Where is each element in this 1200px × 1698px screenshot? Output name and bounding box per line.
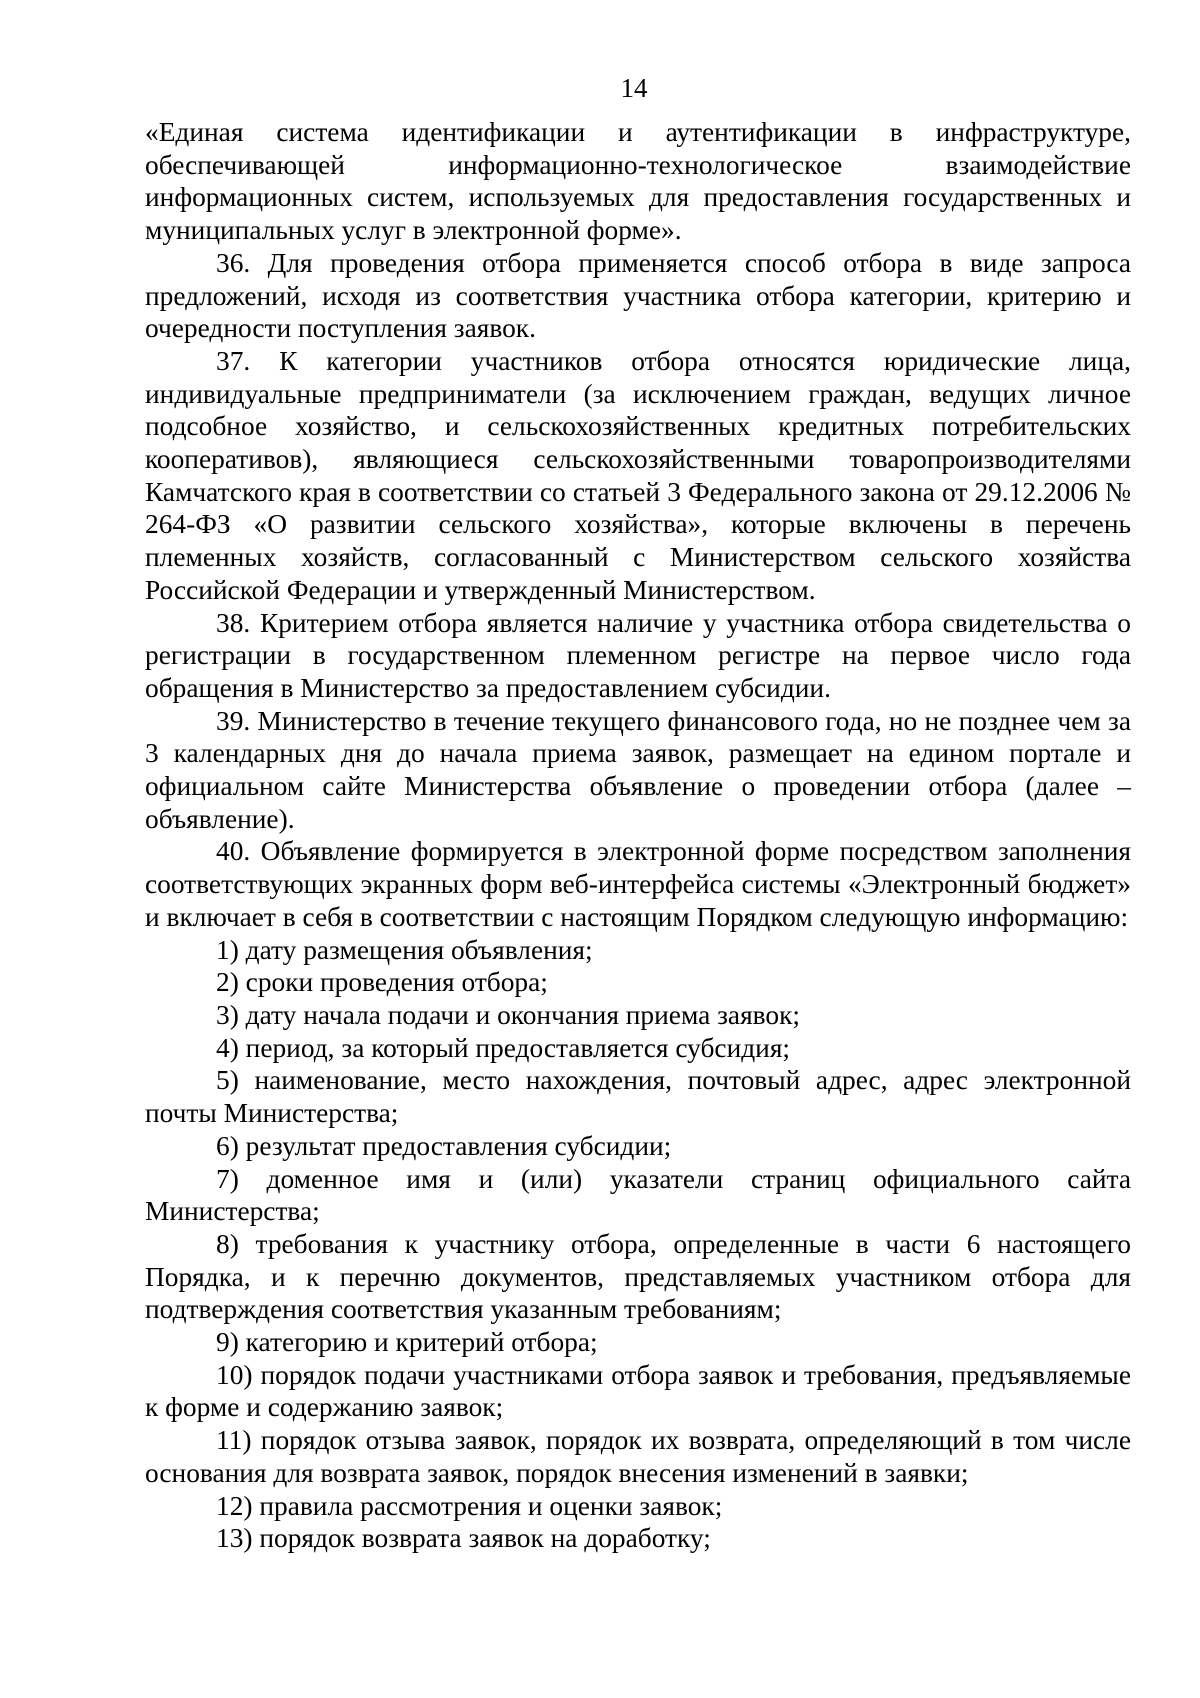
list-item-8: 8) требования к участнику отбора, определенные в части 6 настоящего Порядка, и к перечню документов, представляемых участником отбора для подтверждения соответствия указанным требованиям; bbox=[145, 1228, 1131, 1325]
page-number: 14 bbox=[620, 73, 648, 103]
paragraph-39: 39. Министерство в течение текущего финансового года, но не позднее чем за 3 календарных дня до начала приема заявок, размещает на едином портале и официальном сайте Министерства объявление о проведении отбора (далее – объявление). bbox=[145, 705, 1131, 834]
paragraph-36: 36. Для проведения отбора применяется способ отбора в виде запроса предложений, исходя из соответствия участника отбора категории, критерию и очередности поступления заявок. bbox=[145, 247, 1131, 344]
list-item-9: 9) категорию и критерий отбора; bbox=[216, 1327, 598, 1358]
list-item-10: 10) порядок подачи участниками отбора заявок и требования, предъявляемые к форме и содержанию заявок; bbox=[145, 1359, 1131, 1423]
list-item-4: 4) период, за который предоставляется субсидия; bbox=[216, 1032, 791, 1063]
paragraph-40: 40. Объявление формируется в электронной форме посредством заполнения соответствующих экранных форм веб-интерфейса системы «Электронный бюджет» и включает в себя в соответствии с настоящим Порядком следующую информацию: bbox=[145, 836, 1131, 932]
list-item-6: 6) результат предоставления субсидии; bbox=[216, 1130, 672, 1161]
paragraph-37: 37. К категории участников отбора относятся юридические лица, индивидуальные предприниматели (за исключением граждан, ведущих личное подсобное хозяйство, и сельскохозяйственных кредитных потребительских кооперативов), являющиеся сельскохозяйственными товаропроизводителями Камчатского края в соответствии со статьей 3 Федерального закона от 29.12.2006 № 264-ФЗ «О развитии сельского хозяйства», которые включены в перечень племенных хозяйств, согласованный с Министерством сельского хозяйства Российской Федерации и утвержденный Министерством. bbox=[145, 345, 1131, 605]
list-item-7: 7) доменное имя и (или) указатели страниц официального сайта Министерства; bbox=[145, 1163, 1131, 1227]
list-item-13: 13) порядок возврата заявок на доработку; bbox=[216, 1523, 711, 1554]
list-item-2: 2) сроки проведения отбора; bbox=[216, 967, 548, 998]
list-item-11: 11) порядок отзыва заявок, порядок их возврата, определяющий в том числе основания для возврата заявок, порядок внесения изменений в заявки; bbox=[145, 1425, 1131, 1488]
list-item-5: 5) наименование, место нахождения, почтовый адрес, адрес электронной почты Министерства; bbox=[145, 1065, 1131, 1129]
paragraph-continuation: «Единая система идентификации и аутентификации в инфраструктуре, обеспечивающей информационно-технологическое взаимодействие информационных систем, используемых для предоставления государственных и муниципальных услуг в электронной форме». bbox=[145, 117, 1131, 246]
document-body bbox=[145, 116, 1131, 1555]
paragraph-38: 38. Критерием отбора является наличие у участника отбора свидетельства о регистрации в государственном племенном регистре на первое число года обращения в Министерство за предоставлением субсидии. bbox=[145, 607, 1131, 703]
list-item-12: 12) правила рассмотрения и оценки заявок; bbox=[216, 1490, 723, 1521]
list-item-1: 1) дату размещения объявления; bbox=[216, 934, 593, 965]
list-item-3: 3) дату начала подачи и окончания приема заявок; bbox=[216, 999, 801, 1030]
